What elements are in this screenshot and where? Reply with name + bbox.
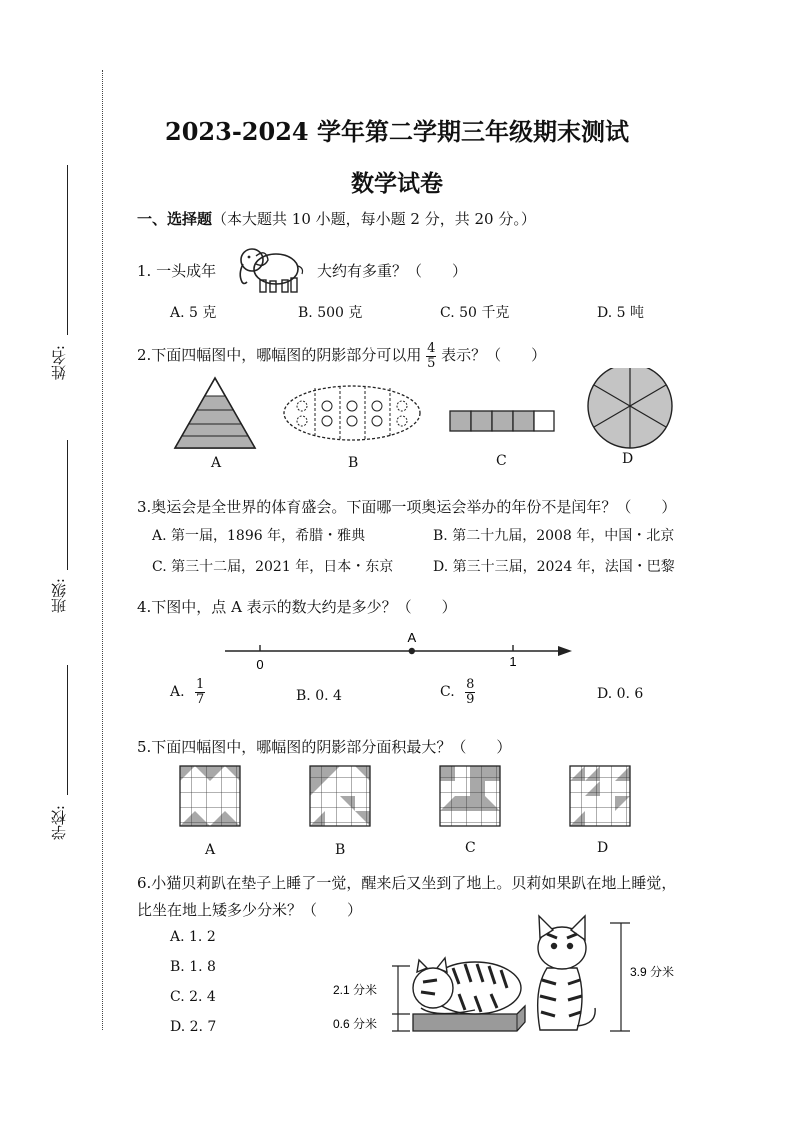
q4-option-c-den: 9 [466, 692, 475, 707]
school-underline [67, 665, 68, 795]
q6-option-c: C. 2. 4 [170, 989, 216, 1005]
q4-option-c-prefix: C. [440, 684, 455, 700]
q2-frac-den: 5 [427, 356, 436, 371]
number-line-arrow [558, 646, 572, 656]
dim-sleeping-height: 2.1 分米 [333, 983, 378, 997]
section-title: 一、选择题 [137, 210, 213, 228]
sitting-cat [538, 916, 596, 1030]
q4-number-line [220, 628, 580, 673]
q4-option-a [170, 678, 205, 706]
q6-option-d: D. 2. 7 [170, 1019, 217, 1035]
dim-mat-height: 0.6 分米 [333, 1017, 378, 1031]
q2-text-post: 表示？（ ） [441, 346, 547, 364]
point-a [409, 648, 415, 654]
point-a-label: A [407, 630, 417, 645]
q2-figure-d [588, 368, 672, 448]
q2-figure-a [175, 378, 255, 448]
q2-frac-num: 4 [427, 341, 436, 356]
section-note: （本大题共 10 小题，每小题 2 分，共 20 分。） [212, 210, 536, 228]
q6-option-a: A. 1. 2 [170, 929, 216, 945]
name-label: 姓名: [50, 345, 68, 381]
q5-label-d: D [597, 840, 609, 856]
exam-subtitle: 数学试卷 [351, 170, 443, 197]
q3-option-c: C. 第三十二届，2021 年，日本・东京 [152, 559, 394, 575]
q6-cat-figure [325, 910, 700, 1040]
q3-option-b: B. 第二十九届，2008 年，中国・北京 [433, 528, 675, 544]
tick-zero-label: 0 [256, 657, 264, 672]
q1-option-a: A. 5 克 [170, 305, 217, 321]
q4-option-a-fraction [195, 678, 205, 706]
q6-text-line1: 6.小猫贝莉趴在垫子上睡了一觉，醒来后又坐到了地上。贝莉如果趴在地上睡觉， [137, 874, 677, 892]
q1-text-post: 大约有多重？（ ） [317, 262, 468, 280]
q5-figure-c [440, 766, 500, 826]
q2-text-pre: 2.下面四幅图中，哪幅图的阴影部分可以用 [137, 346, 422, 364]
elephant-icon [234, 240, 306, 296]
q5-figures [176, 762, 656, 834]
q4-option-a-prefix: A. [170, 684, 185, 700]
q2-figure-b [284, 386, 420, 440]
q2-figure-c [450, 411, 554, 431]
q4-option-c-fraction [465, 678, 475, 706]
section-heading [137, 208, 536, 229]
q1-text-pre: 1. 一头成年 [137, 262, 217, 280]
class-underline [67, 440, 68, 570]
q3-option-d: D. 第三十三届，2024 年，法国・巴黎 [433, 559, 675, 575]
q2-question [137, 342, 546, 370]
q4-option-c-num: 8 [466, 677, 475, 692]
q5-label-a: A [205, 842, 216, 858]
q3-text: 3.奥运会是全世界的体育盛会。下面哪一项奥运会举办的年份不是闰年？（ ） [137, 498, 677, 516]
q2-label-b: B [348, 455, 359, 471]
q5-label-b: B [335, 842, 346, 858]
q1-option-b: B. 500 克 [298, 305, 363, 321]
q3-option-a: A. 第一届，1896 年，希腊・雅典 [152, 528, 366, 544]
q5-text: 5.下面四幅图中，哪幅图的阴影部分面积最大？（ ） [137, 738, 512, 756]
q5-label-c: C [465, 840, 476, 856]
q5-figure-d [570, 766, 630, 826]
school-label: 学校: [50, 805, 68, 841]
q2-figures [170, 368, 690, 468]
q5-figure-a [180, 766, 240, 826]
q4-option-b: B. 0. 4 [296, 688, 342, 704]
dim-sitting-height: 3.9 分米 [630, 965, 675, 979]
q2-fraction [426, 342, 436, 370]
binding-dotted-line [102, 70, 103, 1030]
q4-option-a-den: 7 [196, 692, 205, 707]
sleeping-cat [413, 958, 521, 1014]
q2-label-d: D [622, 451, 634, 467]
q5-figure-b [310, 766, 370, 826]
q1-option-d: D. 5 吨 [597, 305, 644, 321]
q4-option-a-num: 1 [196, 677, 205, 692]
q2-label-a: A [211, 455, 222, 471]
q6-text-line2: 比坐在地上矮多少分米？（ ） [137, 901, 363, 919]
q2-label-c: C [496, 453, 507, 469]
class-label: 班级: [50, 578, 68, 614]
q4-option-c [440, 678, 475, 706]
tick-one-label: 1 [509, 654, 517, 669]
q6-option-b: B. 1. 8 [170, 959, 216, 975]
exam-title: 2023-2024 学年第二学期三年级期末测试 [165, 117, 629, 146]
q4-option-d: D. 0. 6 [597, 686, 644, 702]
q1-option-c: C. 50 千克 [440, 305, 510, 321]
q4-text: 4.下图中，点 A 表示的数大约是多少？（ ） [137, 598, 457, 616]
